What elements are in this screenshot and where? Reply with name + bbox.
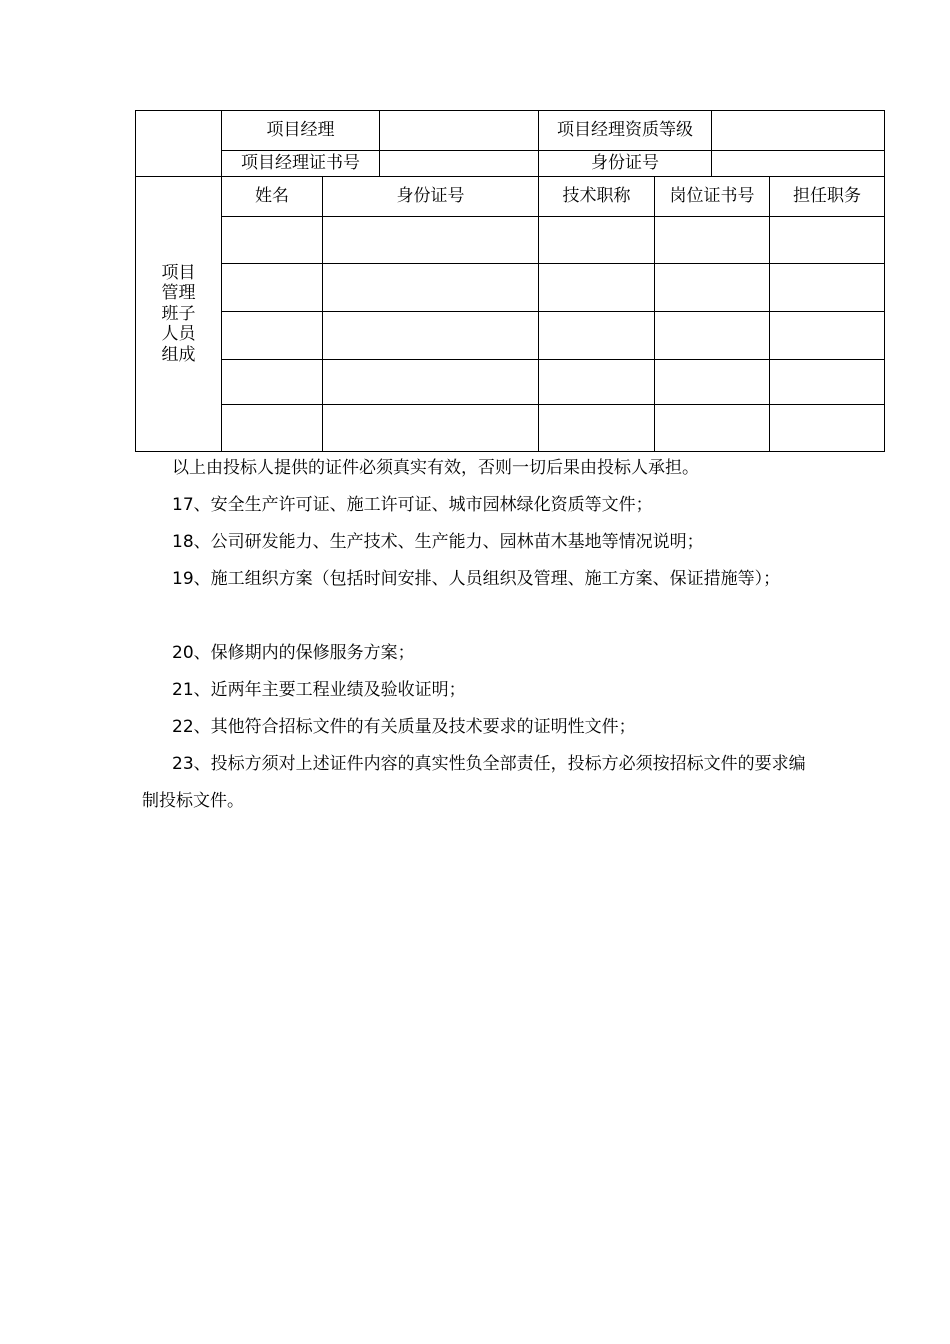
cell-id-number [323, 360, 539, 405]
cell-post-cert [655, 264, 770, 312]
header-post-cert: 岗位证书号 [655, 177, 770, 217]
team-label [136, 177, 222, 452]
cell-name [222, 360, 323, 405]
cell-tech-title [539, 217, 655, 264]
pm-id-value [712, 151, 885, 177]
team-label-line: 组成 [161, 344, 196, 365]
cell-id-number [323, 405, 539, 452]
cell-name [222, 312, 323, 360]
paragraph-item-23: 23、投标方须对上述证件内容的真实性负全部责任，投标方必须按招标文件的要求编制投标文件。 [142, 754, 806, 811]
team-label-line: 班子 [161, 303, 196, 324]
cell-duty [770, 360, 885, 405]
pm-id-label: 身份证号 [539, 151, 712, 177]
paragraph-item-18: 18、公司研发能力、生产技术、生产能力、园林苗木基地等情况说明； [172, 532, 704, 552]
cell-post-cert [655, 360, 770, 405]
cell-post-cert [655, 217, 770, 264]
cell-tech-title [539, 360, 655, 405]
team-label-line: 项目 [161, 263, 196, 284]
pm-value [380, 111, 539, 151]
cell-tech-title [539, 264, 655, 312]
cell-name [222, 264, 323, 312]
pm-level-label: 项目经理资质等级 [539, 111, 712, 151]
table-row [136, 217, 885, 264]
table-row [136, 312, 885, 360]
cell-id-number [323, 217, 539, 264]
blank-corner-cell [136, 111, 222, 177]
cell-duty [770, 312, 885, 360]
table-row [136, 360, 885, 405]
cell-tech-title [539, 405, 655, 452]
header-duty: 担任职务 [770, 177, 885, 217]
paragraph-item-20: 20、保修期内的保修服务方案； [172, 643, 415, 663]
pm-cert-label: 项目经理证书号 [222, 151, 380, 177]
cell-id-number [323, 312, 539, 360]
cell-name [222, 405, 323, 452]
cell-duty [770, 405, 885, 452]
header-name: 姓名 [222, 177, 323, 217]
paragraph-item-19: 19、施工组织方案（包括时间安排、人员组织及管理、施工方案、保证措施等）； [172, 569, 781, 589]
pm-cert-value [380, 151, 539, 177]
cell-name [222, 217, 323, 264]
cell-duty [770, 217, 885, 264]
team-label-line: 管理 [161, 283, 196, 304]
paragraph-item-17: 17、安全生产许可证、施工许可证、城市园林绿化资质等文件； [172, 495, 653, 515]
paragraph-validity-note: 以上由投标人提供的证件必须真实有效，否则一切后果由投标人承担。 [172, 458, 699, 478]
paragraph-item-21: 21、近两年主要工程业绩及验收证明； [172, 680, 466, 700]
cell-tech-title [539, 312, 655, 360]
table-row [136, 405, 885, 452]
project-manager-table [135, 110, 885, 452]
cell-post-cert [655, 405, 770, 452]
header-tech-title: 技术职称 [539, 177, 655, 217]
table-row [136, 264, 885, 312]
team-label-line: 人员 [161, 324, 196, 345]
pm-level-value [712, 111, 885, 151]
header-id-number: 身份证号 [323, 177, 539, 217]
cell-post-cert [655, 312, 770, 360]
cell-id-number [323, 264, 539, 312]
pm-label: 项目经理 [222, 111, 380, 151]
paragraph-item-22: 22、其他符合招标文件的有关质量及技术要求的证明性文件； [172, 717, 636, 737]
cell-duty [770, 264, 885, 312]
